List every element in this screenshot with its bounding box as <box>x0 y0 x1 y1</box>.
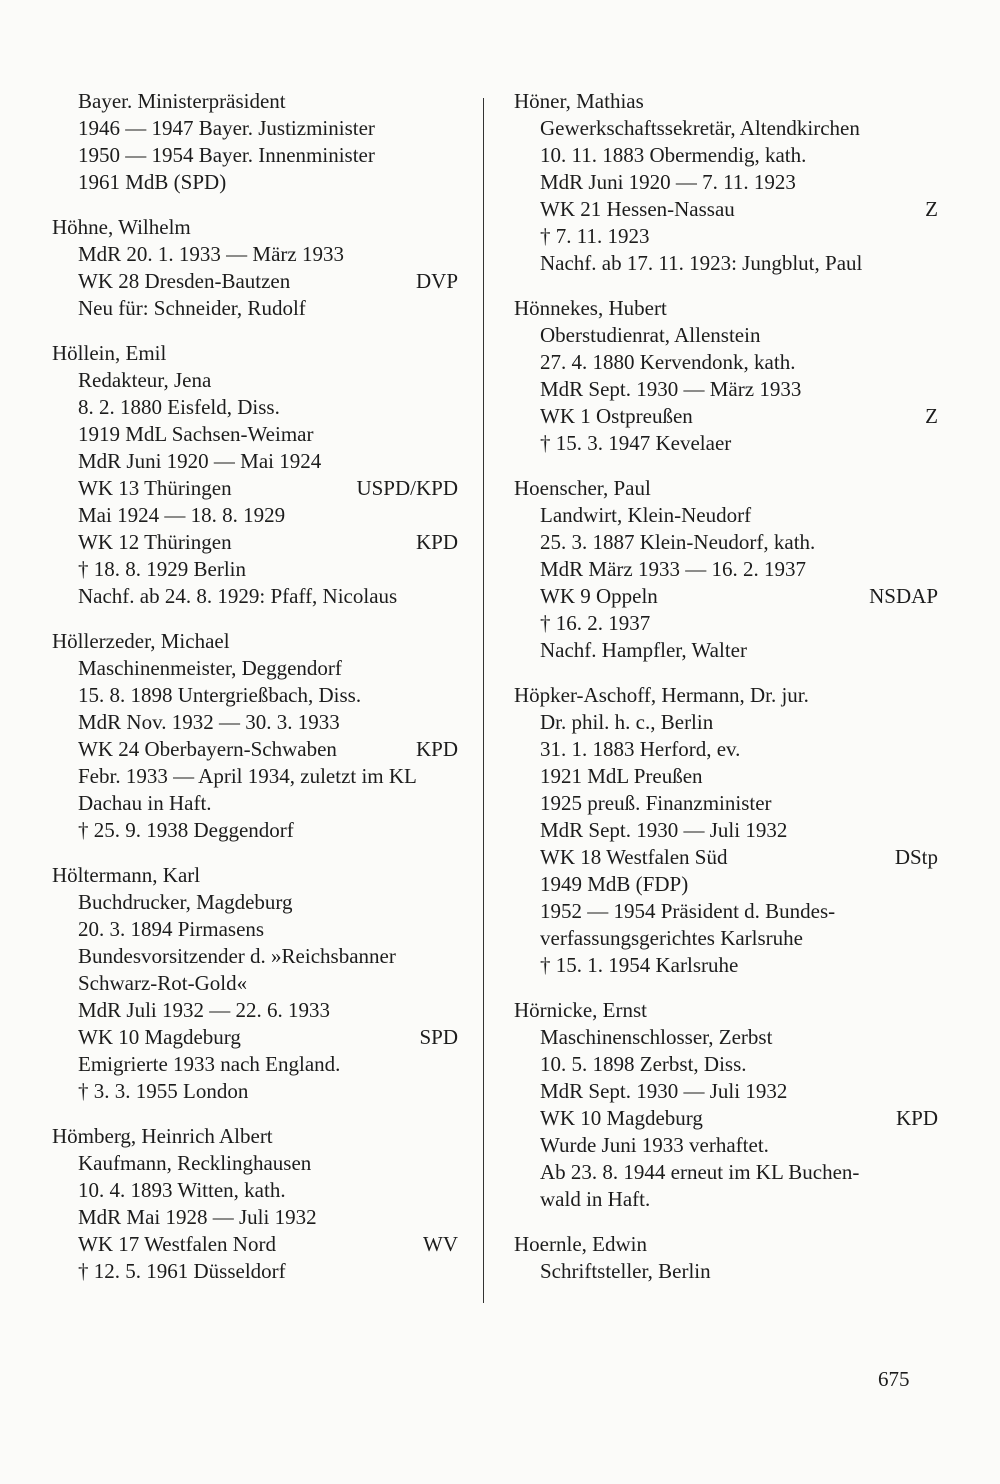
entry-line-text: 1925 preuß. Finanzminister <box>540 791 772 815</box>
entry-line-text: WK 21 Hessen-Nassau <box>540 197 735 221</box>
entry-line-text: WK 10 Magdeburg <box>78 1025 241 1049</box>
entry-line <box>52 1051 458 1078</box>
entry-line-text: Neu für: Schneider, Rudolf <box>78 296 306 320</box>
party-label: Z <box>925 197 938 221</box>
entry-line-text: MdR Juni 1920 — 7. 11. 1923 <box>540 170 796 194</box>
entry-line <box>52 448 458 475</box>
entry-line-text: 20. 3. 1894 Pirmasens <box>78 917 265 941</box>
entry-line-text: 1952 — 1954 Präsident d. Bundes- <box>540 899 836 923</box>
entry-line <box>52 502 458 529</box>
entry-line <box>514 1024 938 1051</box>
entry-line <box>514 610 938 637</box>
entry-line <box>514 1132 938 1159</box>
entry-line-text: wald in Haft. <box>540 1187 651 1211</box>
party-label: NSDAP <box>869 584 938 608</box>
entry-line-text: 1919 MdL Sachsen-Weimar <box>78 422 314 446</box>
entry-line-text: Dr. phil. h. c., Berlin <box>540 710 714 734</box>
entry-line-text: 1946 — 1947 Bayer. Justizminister <box>78 116 375 140</box>
entry-line <box>514 709 938 736</box>
party-label: Z <box>925 404 938 428</box>
entry-line-text: MdR Sept. 1930 — Juli 1932 <box>540 818 788 842</box>
biography-entry <box>514 88 938 277</box>
biography-entry <box>514 1231 938 1285</box>
entry-line <box>52 916 458 943</box>
entry-line-text: 31. 1. 1883 Herford, ev. <box>540 737 741 761</box>
party-label: KPD <box>895 1106 938 1130</box>
party-label: DStp <box>894 845 938 869</box>
entry-name: Hoenscher, Paul <box>514 476 651 500</box>
entry-line-text: † 15. 3. 1947 Kevelaer <box>540 431 732 455</box>
entry-line-text: WK 13 Thüringen <box>78 476 232 500</box>
party-label: KPD <box>415 737 458 761</box>
entry-line <box>52 1024 458 1051</box>
entry-line-text: Maschinenschlosser, Zerbst <box>540 1025 773 1049</box>
biography-entry <box>52 340 458 610</box>
entry-line <box>52 790 458 817</box>
entry-line <box>514 115 938 142</box>
entry-line <box>52 817 458 844</box>
entry-line-text: MdR 20. 1. 1933 — März 1933 <box>78 242 344 266</box>
entry-name: Höner, Mathias <box>514 89 644 113</box>
entry-line <box>52 1204 458 1231</box>
entry-line <box>514 844 938 871</box>
entry-line-text: † 16. 2. 1937 <box>540 611 651 635</box>
entry-line <box>514 637 938 664</box>
biography-entry <box>52 214 458 322</box>
entry-name: Höltermann, Karl <box>52 863 201 887</box>
entry-line <box>52 367 458 394</box>
entry-line <box>52 529 458 556</box>
entry-name: Höllein, Emil <box>52 341 167 365</box>
entry-line-text: † 7. 11. 1923 <box>540 224 650 248</box>
entry-line <box>514 376 938 403</box>
entry-line-text: WK 18 Westfalen Süd <box>540 845 728 869</box>
entry-line <box>52 1150 458 1177</box>
entry-line-text: Ab 23. 8. 1944 erneut im KL Buchen- <box>540 1160 860 1184</box>
entry-line <box>52 997 458 1024</box>
entry-line-text: MdR Mai 1928 — Juli 1932 <box>78 1205 317 1229</box>
party-label: WV <box>423 1232 458 1256</box>
entry-line <box>514 817 938 844</box>
entry-line-text: Oberstudienrat, Allenstein <box>540 323 761 347</box>
entry-line-text: 15. 8. 1898 Untergrießbach, Diss. <box>78 683 362 707</box>
entry-name: Hönnekes, Hubert <box>514 296 667 320</box>
entry-line <box>52 1231 458 1258</box>
entry-line <box>52 115 458 142</box>
entry-line <box>52 583 458 610</box>
entry-line <box>514 583 938 610</box>
entry-line-text: Febr. 1933 — April 1934, zuletzt im KL <box>78 764 417 788</box>
entry-line <box>52 421 458 448</box>
entry-line-text: Gewerkschaftssekretär, Altendkirchen <box>540 116 860 140</box>
entry-line-text: Maschinenmeister, Deggendorf <box>78 656 342 680</box>
entry-line-text: † 12. 5. 1961 Düsseldorf <box>78 1259 286 1283</box>
entry-line <box>514 763 938 790</box>
entry-line-text: † 25. 9. 1938 Deggendorf <box>78 818 294 842</box>
entry-line-text: 27. 4. 1880 Kervendonk, kath. <box>540 350 796 374</box>
entry-line <box>52 394 458 421</box>
entry-line-text: MdR Juni 1920 — Mai 1924 <box>78 449 322 473</box>
entry-name: Höhne, Wilhelm <box>52 215 191 239</box>
entry-line-text: WK 24 Oberbayern-Schwaben <box>78 737 337 761</box>
entry-name: Hömberg, Heinrich Albert <box>52 1124 273 1148</box>
entry-line <box>52 1177 458 1204</box>
entry-line-text: Buchdrucker, Magdeburg <box>78 890 293 914</box>
entry-line-text: Nachf. ab 24. 8. 1929: Pfaff, Nicolaus <box>78 584 398 608</box>
entry-line-text: Landwirt, Klein-Neudorf <box>540 503 752 527</box>
entry-line <box>52 1258 458 1285</box>
entry-line <box>514 790 938 817</box>
biography-entry <box>52 628 458 844</box>
entry-line-text: Nachf. Hampfler, Walter <box>540 638 747 662</box>
entry-line-text: Dachau in Haft. <box>78 791 212 815</box>
entry-line <box>52 142 458 169</box>
entry-line <box>514 952 938 979</box>
entry-line <box>52 241 458 268</box>
entry-line-text: 10. 5. 1898 Zerbst, Diss. <box>540 1052 747 1076</box>
biography-entry <box>52 862 458 1105</box>
entry-line-text: Redakteur, Jena <box>78 368 212 392</box>
entry-line <box>52 88 458 115</box>
entry-line <box>514 142 938 169</box>
entry-line-text: Emigrierte 1933 nach England. <box>78 1052 341 1076</box>
entry-line <box>52 1078 458 1105</box>
entry-line <box>52 268 458 295</box>
entry-line-text: WK 17 Westfalen Nord <box>78 1232 276 1256</box>
entry-line-text: MdR Nov. 1932 — 30. 3. 1933 <box>78 710 340 734</box>
biography-entry <box>514 997 938 1213</box>
entry-line <box>52 889 458 916</box>
entry-line <box>514 250 938 277</box>
entry-line-text: 1961 MdB (SPD) <box>78 170 227 194</box>
entry-line-text: Bundesvorsitzender d. »Reichsbanner <box>78 944 396 968</box>
entry-line <box>514 925 938 952</box>
entry-line <box>514 1258 938 1285</box>
biography-entry <box>514 682 938 979</box>
entry-line <box>514 223 938 250</box>
entry-line-text: † 18. 8. 1929 Berlin <box>78 557 246 581</box>
entry-line-text: 1949 MdB (FDP) <box>540 872 689 896</box>
entry-line <box>514 1105 938 1132</box>
entry-line-text: WK 28 Dresden-Bautzen <box>78 269 291 293</box>
entry-line-text: verfassungsgerichtes Karlsruhe <box>540 926 803 950</box>
entry-line <box>52 709 458 736</box>
entry-line-text: 25. 3. 1887 Klein-Neudorf, kath. <box>540 530 816 554</box>
right-column <box>514 88 938 1303</box>
entry-line-text: MdR Sept. 1930 — Juli 1932 <box>540 1079 788 1103</box>
entry-name: Hoernle, Edwin <box>514 1232 647 1256</box>
entry-line-text: † 15. 1. 1954 Karlsruhe <box>540 953 739 977</box>
entry-line-text: MdR Juli 1932 — 22. 6. 1933 <box>78 998 331 1022</box>
entry-line <box>52 295 458 322</box>
entry-line-text: WK 12 Thüringen <box>78 530 232 554</box>
biography-entry <box>514 475 938 664</box>
entry-line-text: Schwarz-Rot-Gold« <box>78 971 248 995</box>
entry-line-text: Nachf. ab 17. 11. 1923: Jungblut, Paul <box>540 251 863 275</box>
entry-line <box>52 682 458 709</box>
entry-line <box>52 970 458 997</box>
entry-line <box>514 871 938 898</box>
entry-line <box>514 403 938 430</box>
entry-line-text: WK 10 Magdeburg <box>540 1106 703 1130</box>
entry-line <box>52 655 458 682</box>
entry-line <box>514 322 938 349</box>
entry-name: Höllerzeder, Michael <box>52 629 230 653</box>
entry-line-text: 1921 MdL Preußen <box>540 764 703 788</box>
entry-line-text: Bayer. Ministerpräsident <box>78 89 286 113</box>
entry-name: Hörnicke, Ernst <box>514 998 647 1022</box>
party-label: DVP <box>415 269 458 293</box>
entry-line-text: WK 9 Oppeln <box>540 584 658 608</box>
entry-line <box>514 430 938 457</box>
entry-line-text: Kaufmann, Recklinghausen <box>78 1151 312 1175</box>
entry-line <box>52 763 458 790</box>
entry-line <box>514 898 938 925</box>
entry-line <box>514 529 938 556</box>
entry-line <box>514 556 938 583</box>
left-column <box>52 88 458 1303</box>
entry-line-text: MdR März 1933 — 16. 2. 1937 <box>540 557 806 581</box>
entry-line <box>514 196 938 223</box>
entry-line-text: 10. 11. 1883 Obermendig, kath. <box>540 143 807 167</box>
entry-line <box>514 1159 938 1186</box>
entry-line <box>52 169 458 196</box>
biography-entry <box>52 1123 458 1285</box>
entry-line <box>514 1078 938 1105</box>
biography-entry <box>52 88 458 196</box>
entry-line <box>514 1051 938 1078</box>
party-label: USPD/KPD <box>356 476 458 500</box>
entry-line-text: 8. 2. 1880 Eisfeld, Diss. <box>78 395 280 419</box>
entry-line-text: MdR Sept. 1930 — März 1933 <box>540 377 802 401</box>
entry-line <box>52 556 458 583</box>
entry-name: Höpker-Aschoff, Hermann, Dr. jur. <box>514 683 809 707</box>
entry-line <box>514 169 938 196</box>
entry-line-text: 1950 — 1954 Bayer. Innenminister <box>78 143 375 167</box>
entry-line <box>514 1186 938 1213</box>
party-label: SPD <box>419 1025 458 1049</box>
column-divider <box>483 98 484 1303</box>
entry-line-text: WK 1 Ostpreußen <box>540 404 693 428</box>
entry-line-text: 10. 4. 1893 Witten, kath. <box>78 1178 286 1202</box>
entry-line <box>514 502 938 529</box>
entry-line <box>514 736 938 763</box>
entry-line-text: Mai 1924 — 18. 8. 1929 <box>78 503 286 527</box>
entry-line <box>52 943 458 970</box>
entry-line <box>52 475 458 502</box>
entry-line <box>52 736 458 763</box>
biography-entry <box>514 295 938 457</box>
entry-line <box>514 349 938 376</box>
entry-line-text: Wurde Juni 1933 verhaftet. <box>540 1133 769 1157</box>
page-number: 675 <box>878 1367 910 1391</box>
entry-line-text: † 3. 3. 1955 London <box>78 1079 249 1103</box>
entry-line-text: Schriftsteller, Berlin <box>540 1259 711 1283</box>
party-label: KPD <box>415 530 458 554</box>
